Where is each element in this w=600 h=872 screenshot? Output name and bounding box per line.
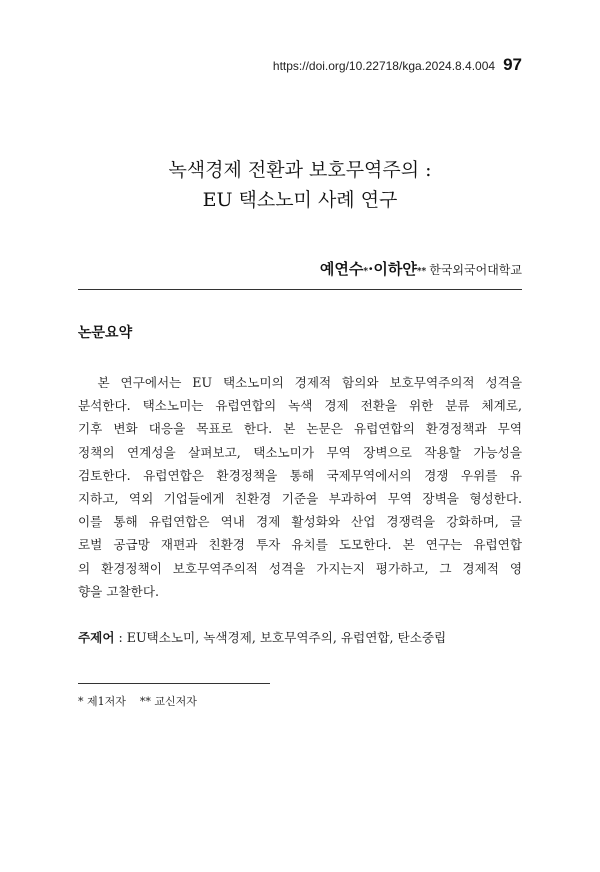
abstract-line: 분석한다. 택소노미는 유럽연합의 녹색 경제 전환을 위한 분류 체계로, (78, 398, 522, 414)
keywords (78, 627, 522, 646)
footnote-corresponding-author: ** 교신저자 (139, 695, 197, 708)
footnotes (78, 693, 197, 709)
author-2-name: 이하얀 (373, 260, 417, 278)
abstract-line: 로벌 공급망 재편과 친환경 투자 유치를 도모한다. 본 연구는 유럽연합 (78, 537, 522, 553)
abstract-line: 의 환경정책이 보호무역주의적 성격을 가지는지 평가하고, 그 경제적 영 (78, 560, 522, 576)
abstract-body (78, 371, 522, 603)
author-1-mark: * (363, 267, 369, 277)
doi-link[interactable]: https://doi.org/10.22718/kga.2024.8.4.004 (272, 59, 496, 73)
author-affiliation: 한국외국어대학교 (429, 263, 522, 277)
abstract-line: 향을 고찰한다. (78, 583, 159, 599)
author-1-name: 예연수 (319, 260, 364, 278)
footnote-first-author: * 제1저자 (78, 695, 126, 708)
keywords-text: : EU택소노미, 녹색경제, 보호무역주의, 유럽연합, 탄소중립 (114, 630, 447, 645)
abstract-line: 이를 통해 유럽연합은 역내 경제 활성화와 산업 경쟁력을 강화하며, 글 (78, 514, 522, 530)
paper-title (0, 156, 600, 214)
title-line-1: 녹색경제 전환과 보호무역주의 : (168, 159, 432, 181)
author-separator: · (368, 260, 374, 278)
title-divider (78, 289, 522, 290)
abstract-heading: 논문요약 (78, 325, 133, 341)
keywords-label: 주제어 (78, 630, 115, 645)
page-number: 97 (503, 55, 522, 74)
running-header (273, 55, 522, 75)
author-line (320, 258, 522, 279)
abstract-line: 정책의 연계성을 살펴보고, 택소노미가 무역 장벽으로 작용할 가능성을 (78, 444, 522, 460)
abstract-line: 지하고, 역외 기업들에게 친환경 기준을 부과하여 무역 장벽을 형성한다. (78, 491, 522, 507)
footnote-divider (78, 683, 270, 684)
author-2-mark: ** (416, 267, 427, 277)
abstract-line: 기후 변화 대응을 목표로 한다. 본 논문은 유럽연합의 환경정책과 무역 (78, 421, 522, 437)
abstract-line: 검토한다. 유럽연합은 환경정책을 통해 국제무역에서의 경쟁 우위를 유 (78, 467, 522, 483)
abstract-line: 본 연구에서는 EU 택소노미의 경제적 함의와 보호무역주의적 성격을 (78, 375, 522, 390)
title-line-2: EU 택소노미 사례 연구 (202, 189, 398, 211)
